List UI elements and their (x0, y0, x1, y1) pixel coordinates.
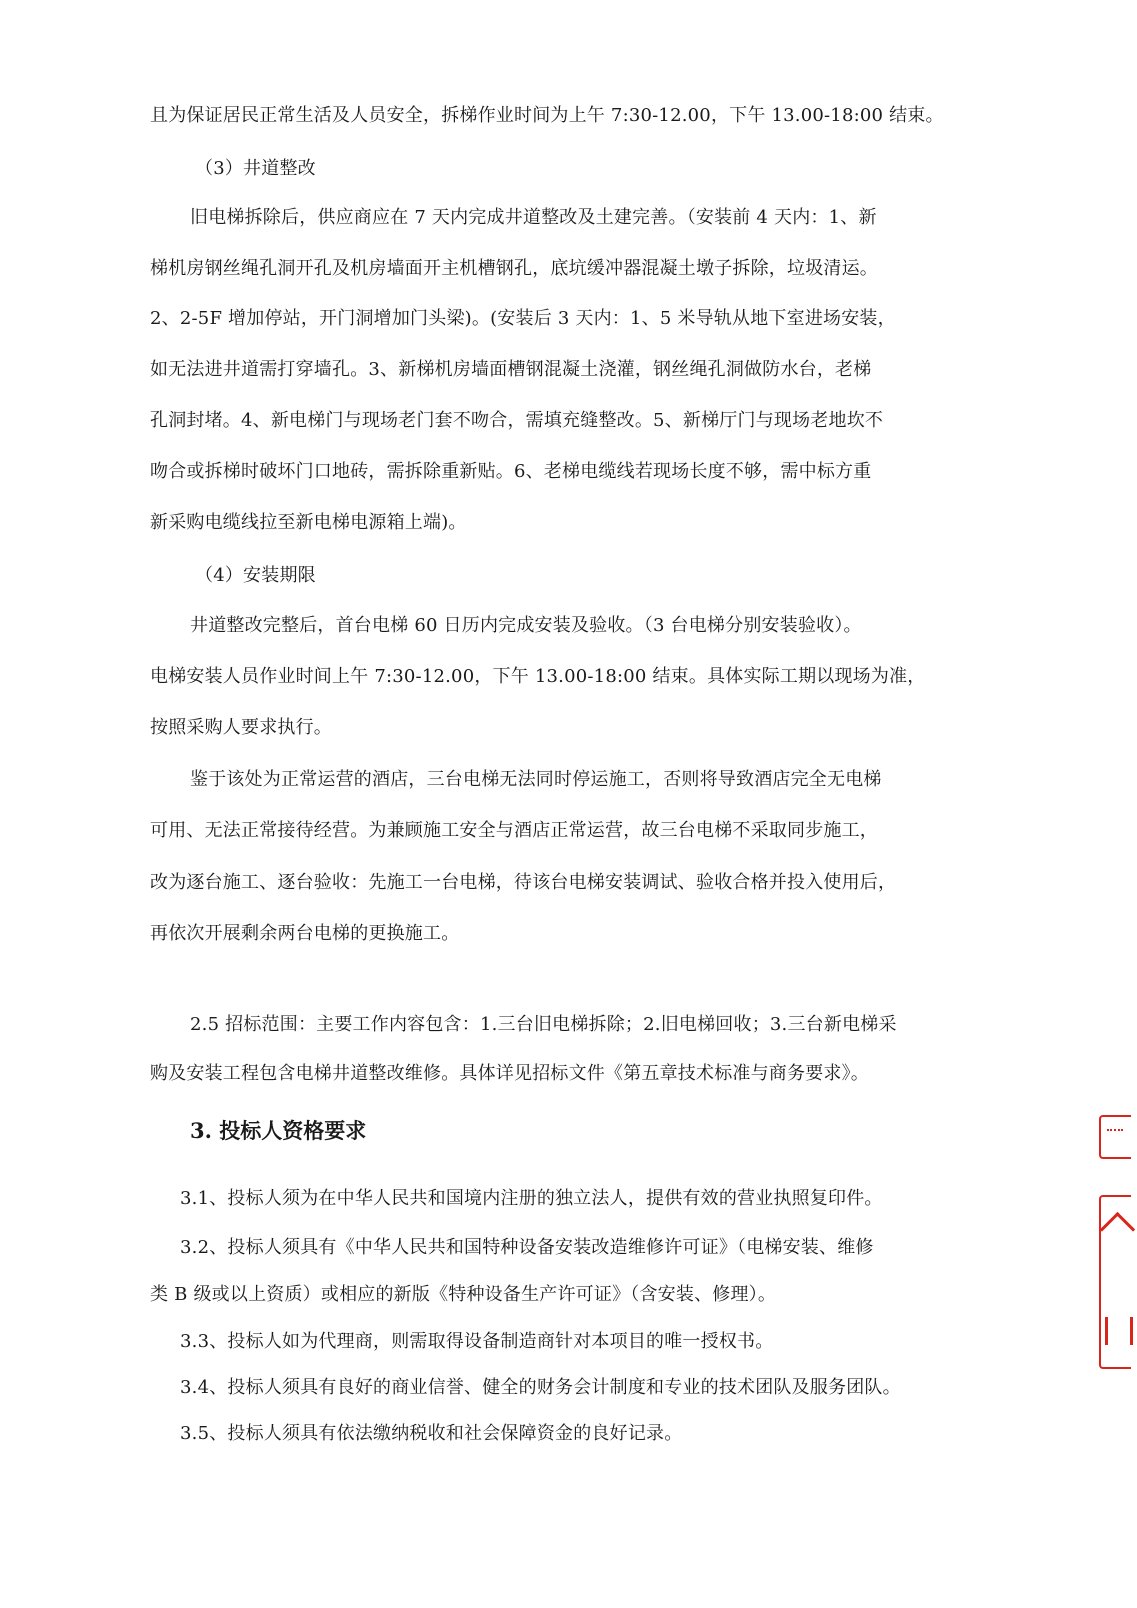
section-heading-bidder-qualification: 3. 投标人资格要求 (190, 1118, 367, 1143)
paragraph-line: 2.5 招标范围：主要工作内容包含：1.三台旧电梯拆除；2.旧电梯回收；3.三台新电梯采 (190, 1014, 897, 1035)
paragraph-line: 电梯安装人员作业时间上午 7:30-12.00，下午 13.00-18:00 结束。具体实际工期以现场为准， (150, 666, 926, 687)
paragraph-line: 孔洞封堵。4、新电梯门与现场老门套不吻合，需填充缝整改。5、新梯厅门与现场老地坎不 (150, 410, 884, 431)
paragraph-line: 购及安装工程包含电梯井道整改维修。具体详见招标文件《第五章技术标准与商务要求》。 (150, 1063, 869, 1084)
paragraph-line: 旧电梯拆除后，供应商应在 7 天内完成井道整改及土建完善。（安装前 4 天内：1、新 (190, 207, 877, 228)
paragraph-line: 按照采购人要求执行。 (150, 717, 332, 738)
section-heading-install-period: （4）安装期限 (195, 565, 316, 586)
paragraph-line: 改为逐台施工、逐台验收：先施工一台电梯，待该台电梯安装调试、验收合格并投入使用后， (150, 872, 897, 893)
paragraph-line: 2、2-5F 增加停站，开门洞增加门头梁)。(安装后 3 天内：1、5 米导轨从地下室进场安装， (150, 308, 896, 329)
seal-stamp-fragment-icon (1099, 1195, 1131, 1369)
qualification-item: 3.1、投标人须为在中华人民共和国境内注册的独立法人，提供有效的营业执照复印件。 (180, 1188, 883, 1209)
paragraph-line: 再依次开展剩余两台电梯的更换施工。 (150, 923, 460, 944)
paragraph-line: 如无法进井道需打穿墙孔。3、新梯机房墙面槽钢混凝土浇灌，钢丝绳孔洞做防水台，老梯 (150, 359, 872, 380)
qualification-item-continued: 类 B 级或以上资质）或相应的新版《特种设备生产许可证》（含安装、修理）。 (150, 1284, 777, 1305)
paragraph-line: 可用、无法正常接待经营。为兼顾施工安全与酒店正常运营，故三台电梯不采取同步施工， (150, 820, 878, 841)
qualification-item: 3.5、投标人须具有依法缴纳税收和社会保障资金的良好记录。 (180, 1423, 683, 1444)
paragraph-line: 鉴于该处为正常运营的酒店，三台电梯无法同时停运施工，否则将导致酒店完全无电梯 (190, 769, 882, 790)
seal-stamp-fragment-icon (1099, 1115, 1131, 1159)
qualification-item: 3.3、投标人如为代理商，则需取得设备制造商针对本项目的唯一授权书。 (180, 1331, 774, 1352)
section-heading-shaft-rectification: （3）井道整改 (195, 158, 316, 179)
paragraph-line: 吻合或拆梯时破坏门口地砖，需拆除重新贴。6、老梯电缆线若现场长度不够，需中标方重 (150, 461, 872, 482)
paragraph-line: 井道整改完整后，首台电梯 60 日历内完成安装及验收。（3 台电梯分别安装验收）。 (190, 615, 862, 636)
qualification-item: 3.4、投标人须具有良好的商业信誉、健全的财务会计制度和专业的技术团队及服务团队。 (180, 1377, 901, 1398)
paragraph-line: 梯机房钢丝绳孔洞开孔及机房墙面开主机槽钢孔，底坑缓冲器混凝土墩子拆除，垃圾清运。 (150, 258, 878, 279)
paragraph-line: 且为保证居民正常生活及人员安全，拆梯作业时间为上午 7:30-12.00，下午 13.00-18:00 结束。 (150, 105, 944, 126)
paragraph-line: 新采购电缆线拉至新电梯电源箱上端)。 (150, 512, 467, 533)
qualification-item: 3.2、投标人须具有《中华人民共和国特种设备安装改造维修许可证》（电梯安装、维修 (180, 1237, 874, 1258)
